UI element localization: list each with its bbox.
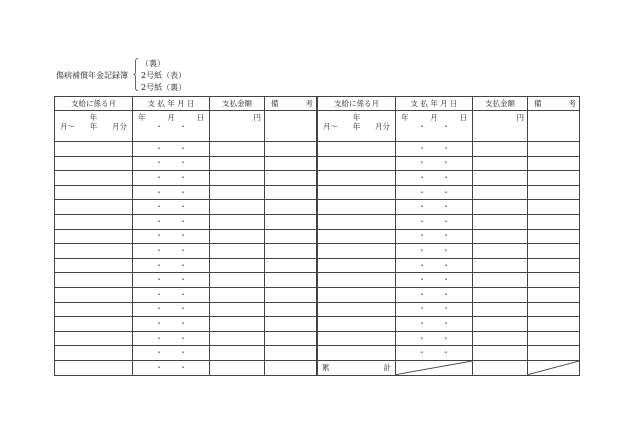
month-cell-right (318, 200, 396, 215)
total-remarks-slash (528, 360, 580, 375)
amount-cell-right (473, 331, 528, 346)
paydate-cell-left: ・ ・ (133, 273, 210, 288)
amount-cell-left (210, 156, 265, 171)
remarks-cell-right (528, 273, 580, 288)
amount-cell-left (210, 214, 265, 229)
ledger-table (54, 96, 580, 376)
total-label: 累 計 (318, 360, 396, 375)
amount-cell-left (210, 317, 265, 332)
amount-cell-right (473, 287, 528, 302)
paydate-cell-right: ・ ・ (396, 244, 473, 259)
header-paydate-right: 支 払 年 月 日 (396, 97, 473, 111)
table-row (55, 273, 580, 288)
remarks-cell-left (265, 156, 317, 171)
amount-cell-right (473, 244, 528, 259)
amount-cell-right (473, 317, 528, 332)
header-amount-right: 支払金額 (473, 97, 528, 111)
paydate-cell-right: ・ ・ (396, 214, 473, 229)
header-month-right: 支給に係る月 (318, 97, 396, 111)
remarks-cell-left (265, 287, 317, 302)
title-option-back: （裏） (141, 59, 165, 68)
month-cell-left (55, 200, 133, 215)
amount-cell-right (473, 156, 528, 171)
header-amount-left: 支払金額 (210, 97, 265, 111)
month-cell-right (318, 171, 396, 186)
table-row (55, 360, 580, 375)
remarks-cell-left (265, 244, 317, 259)
month-cell-right (318, 214, 396, 229)
paydate-cell-left: ・ ・ (133, 229, 210, 244)
amount-cell-left (210, 244, 265, 259)
remarks-cell-right (528, 302, 580, 317)
remarks-cell-right (528, 171, 580, 186)
paydate-cell-left: ・ ・ (133, 331, 210, 346)
month-cell-right (318, 142, 396, 157)
header-remarks-right: 備 考 (528, 97, 580, 111)
remarks-cell-right (528, 244, 580, 259)
table-row (55, 185, 580, 200)
remarks-cell-left (265, 111, 317, 142)
month-cell-right (318, 317, 396, 332)
amount-cell-left (210, 302, 265, 317)
brace-icon (133, 58, 139, 91)
header-remarks-left: 備 考 (265, 97, 317, 111)
paydate-cell-right: ・ ・ (396, 287, 473, 302)
table-row (55, 331, 580, 346)
table-row (55, 244, 580, 259)
header-month-left: 支給に係る月 (55, 97, 133, 111)
amount-cell-right (473, 346, 528, 361)
date-unit-right: 年 月 日 ・ ・ (396, 111, 473, 142)
remarks-cell-right (528, 346, 580, 361)
month-cell-left (55, 244, 133, 259)
amount-cell-right (473, 142, 528, 157)
month-cell-right (318, 346, 396, 361)
month-unit-left: 年 月〜 年 月分 (55, 111, 133, 142)
month-cell-right (318, 302, 396, 317)
paydate-cell-left: ・ ・ (133, 317, 210, 332)
amount-cell-left (210, 346, 265, 361)
remarks-cell-right (528, 156, 580, 171)
table-row (55, 258, 580, 273)
table-row (55, 156, 580, 171)
paydate-cell-right: ・ ・ (396, 156, 473, 171)
amount-cell-left (210, 200, 265, 215)
remarks-cell-right (528, 287, 580, 302)
title-option-form2-back: 2号紙（裏） (141, 83, 187, 92)
amount-cell-left (210, 273, 265, 288)
month-cell-left (55, 214, 133, 229)
month-cell-left (55, 287, 133, 302)
header-paydate-left: 支 払 年 月 日 (133, 97, 210, 111)
table-row (55, 214, 580, 229)
amount-cell-right (473, 214, 528, 229)
remarks-cell-right (528, 258, 580, 273)
paydate-cell-left: ・ ・ (133, 214, 210, 229)
table-row (55, 317, 580, 332)
amount-cell-right (473, 185, 528, 200)
remarks-cell-left (265, 142, 317, 157)
remarks-cell-right (528, 229, 580, 244)
paydate-cell-right: ・ ・ (396, 331, 473, 346)
amount-cell-right (473, 302, 528, 317)
remarks-cell-left (265, 273, 317, 288)
month-unit-right: 年 月〜 年 月分 (318, 111, 396, 142)
paydate-cell-left: ・ ・ (133, 185, 210, 200)
paydate-cell-right: ・ ・ (396, 302, 473, 317)
date-unit-left: 年 月 日 ・ ・ (133, 111, 210, 142)
paydate-cell-left: ・ ・ (133, 302, 210, 317)
month-cell-left (55, 258, 133, 273)
month-cell-left (55, 142, 133, 157)
table-row (55, 346, 580, 361)
paydate-cell-left: ・ ・ (133, 244, 210, 259)
month-cell-right (318, 273, 396, 288)
month-cell-left (55, 302, 133, 317)
paydate-cell-left: ・ ・ (133, 258, 210, 273)
remarks-cell-right (528, 185, 580, 200)
amount-cell-right (473, 229, 528, 244)
month-cell-right (318, 185, 396, 200)
month-cell-left (55, 331, 133, 346)
remarks-cell-left (265, 258, 317, 273)
amount-cell-right (473, 258, 528, 273)
amount-unit-right: 円 (473, 111, 528, 142)
ledger-title-block (56, 58, 256, 94)
paydate-cell-right: ・ ・ (396, 258, 473, 273)
remarks-cell-right (528, 142, 580, 157)
paydate-cell-right: ・ ・ (396, 142, 473, 157)
amount-cell-right (473, 273, 528, 288)
table-row (55, 200, 580, 215)
month-cell-left (55, 360, 133, 375)
paydate-cell-left: ・ ・ (133, 200, 210, 215)
month-cell-right (318, 258, 396, 273)
remarks-cell-left (265, 331, 317, 346)
paydate-cell-left: ・ ・ (133, 287, 210, 302)
month-cell-right (318, 244, 396, 259)
amount-cell-left (210, 360, 265, 375)
amount-cell-left (210, 229, 265, 244)
unit-row (55, 111, 580, 142)
month-cell-right (318, 229, 396, 244)
remarks-cell-right (528, 200, 580, 215)
total-amount (473, 360, 528, 375)
diagonal-slash (396, 361, 472, 375)
table-row (55, 142, 580, 157)
amount-cell-left (210, 171, 265, 186)
amount-cell-left (210, 258, 265, 273)
month-cell-right (318, 287, 396, 302)
paydate-cell-right: ・ ・ (396, 317, 473, 332)
paydate-cell-left: ・ ・ (133, 346, 210, 361)
amount-cell-left (210, 331, 265, 346)
table-row (55, 171, 580, 186)
amount-cell-left (210, 142, 265, 157)
month-cell-right (318, 156, 396, 171)
paydate-cell-right: ・ ・ (396, 200, 473, 215)
month-cell-left (55, 346, 133, 361)
remarks-cell-left (265, 171, 317, 186)
remarks-cell-left (265, 360, 317, 375)
amount-cell-left (210, 185, 265, 200)
remarks-cell-right (528, 214, 580, 229)
paydate-cell-left: ・ ・ (133, 142, 210, 157)
paydate-cell-left: ・ ・ (133, 360, 210, 375)
remarks-cell-left (265, 346, 317, 361)
remarks-cell-right (528, 331, 580, 346)
table-row (55, 287, 580, 302)
title-option-form2-front: 2号紙（表） (141, 71, 187, 80)
remarks-cell-right (528, 111, 580, 142)
amount-unit-left: 円 (210, 111, 265, 142)
paydate-cell-right: ・ ・ (396, 273, 473, 288)
ledger-title: 傷病補償年金記録簿 (56, 71, 128, 80)
month-cell-left (55, 229, 133, 244)
month-cell-left (55, 317, 133, 332)
remarks-cell-left (265, 302, 317, 317)
remarks-cell-left (265, 214, 317, 229)
month-cell-left (55, 156, 133, 171)
header-row (55, 97, 580, 111)
total-paydate-slash (396, 360, 473, 375)
paydate-cell-left: ・ ・ (133, 156, 210, 171)
remarks-cell-left (265, 185, 317, 200)
table-row (55, 302, 580, 317)
paydate-cell-right: ・ ・ (396, 185, 473, 200)
remarks-cell-left (265, 200, 317, 215)
paydate-cell-right: ・ ・ (396, 171, 473, 186)
remarks-cell-left (265, 317, 317, 332)
paydate-cell-right: ・ ・ (396, 229, 473, 244)
remarks-cell-right (528, 317, 580, 332)
amount-cell-right (473, 200, 528, 215)
table-row (55, 229, 580, 244)
month-cell-left (55, 273, 133, 288)
diagonal-slash (528, 361, 579, 375)
amount-cell-left (210, 287, 265, 302)
month-cell-left (55, 171, 133, 186)
paydate-cell-left: ・ ・ (133, 171, 210, 186)
paydate-cell-right: ・ ・ (396, 346, 473, 361)
month-cell-right (318, 331, 396, 346)
month-cell-left (55, 185, 133, 200)
remarks-cell-left (265, 229, 317, 244)
amount-cell-right (473, 171, 528, 186)
